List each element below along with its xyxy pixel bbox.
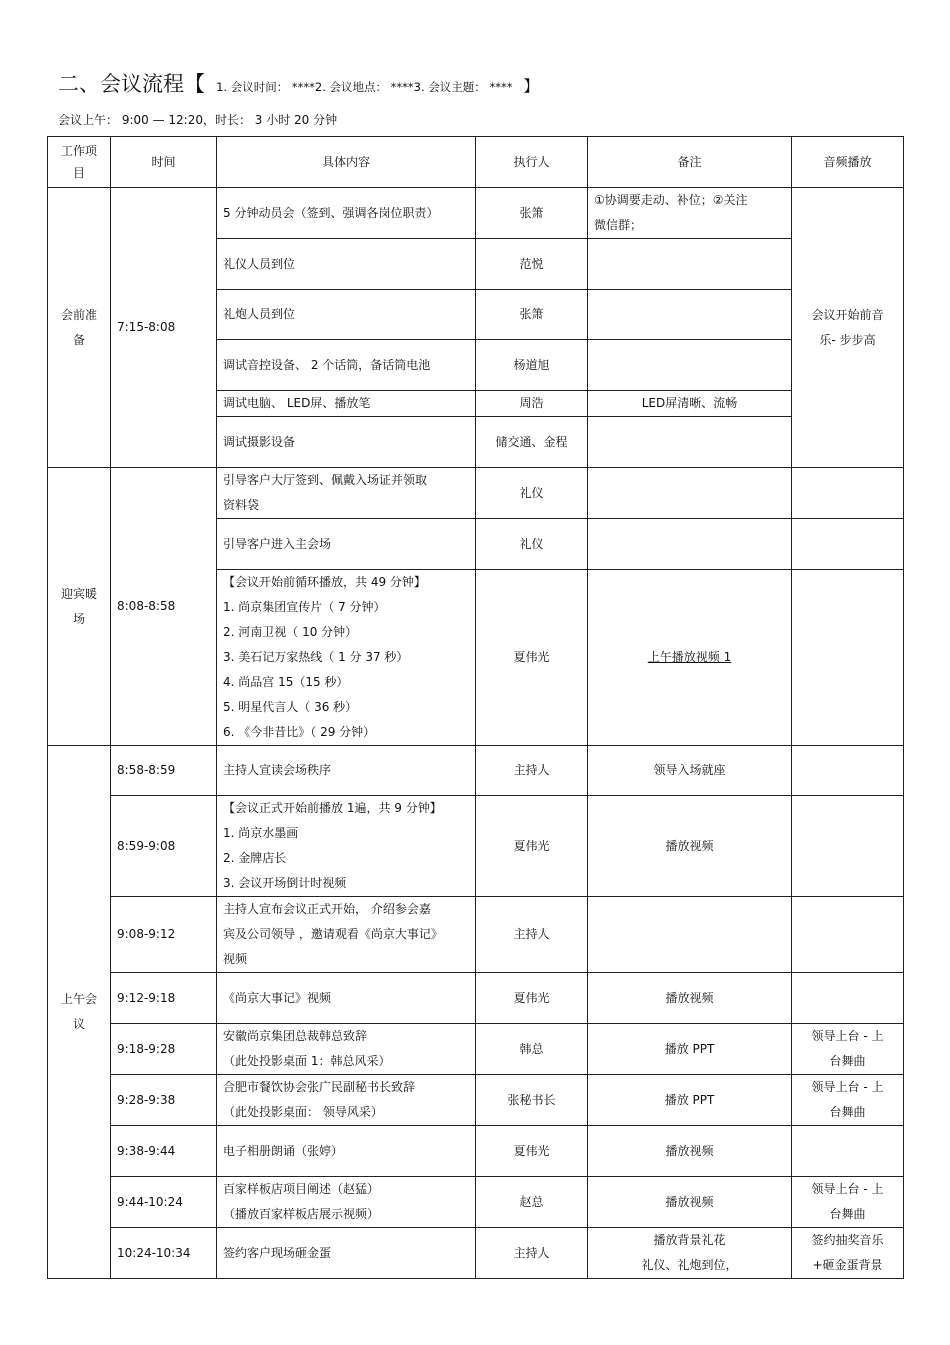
row-time: 9:28-9:38: [111, 1075, 217, 1126]
section-audio: 会议开始前音 乐- 步步高: [792, 188, 904, 468]
row-person: 夏伟光: [476, 570, 588, 746]
page-title: [58, 68, 539, 98]
row-note: [588, 340, 792, 391]
row-content: 礼仪人员到位: [217, 239, 476, 290]
row-person: 周浩: [476, 391, 588, 417]
row-audio: [792, 746, 904, 796]
row-person: 礼仪: [476, 519, 588, 570]
row-content: 【会议开始前循环播放，共 49 分钟】 1. 尚京集团宣传片（ 7 分钟） 2. 河南卫视（ 10 分钟） 3. 美石记万家热线（ 1 分 37 秒） 4. 尚品宫 15（15 秒） 5. 明星代言人（ 36 秒） 6. 《今非昔比》（ 29 分钟）: [217, 570, 476, 746]
header-content: 具体内容: [217, 137, 476, 188]
row-time: 8:58-8:59: [111, 746, 217, 796]
row-note: 播放视频: [588, 1126, 792, 1177]
row-note: [588, 417, 792, 468]
row-person: 主持人: [476, 897, 588, 973]
section-time: 7:15-8:08: [111, 188, 217, 468]
table-row: [48, 746, 904, 796]
section-name: 会前准 备: [48, 188, 111, 468]
table-row: [48, 897, 904, 973]
row-content: 安徽尚京集团总裁韩总致辞 （此处投影桌面 1：韩总风采）: [217, 1024, 476, 1075]
row-person: 储交通、金程: [476, 417, 588, 468]
row-audio: 领导上台 - 上 台舞曲: [792, 1177, 904, 1228]
row-note: LED屏清晰、流畅: [588, 391, 792, 417]
title-close: 】: [523, 77, 539, 95]
row-content: 百家样板店项目阐述（赵猛） （播放百家样板店展示视频）: [217, 1177, 476, 1228]
table-row: [48, 188, 904, 239]
row-content: 礼炮人员到位: [217, 290, 476, 340]
row-content: 5 分钟动员会（签到、强调各岗位职责）: [217, 188, 476, 239]
table-row: [48, 468, 904, 519]
row-audio: [792, 1126, 904, 1177]
row-note: ①协调要走动、补位；②关注 微信群；: [588, 188, 792, 239]
row-time: 9:08-9:12: [111, 897, 217, 973]
row-person: 礼仪: [476, 468, 588, 519]
row-audio: [792, 468, 904, 519]
title-main: 二、会议流程【: [58, 72, 205, 96]
row-audio: [792, 973, 904, 1024]
row-person: 主持人: [476, 746, 588, 796]
row-content: 《尚京大事记》视频: [217, 973, 476, 1024]
table-row: [48, 1075, 904, 1126]
row-audio: [792, 796, 904, 897]
row-time: 9:18-9:28: [111, 1024, 217, 1075]
row-content: 引导客户大厅签到、佩戴入场证并领取 资料袋: [217, 468, 476, 519]
row-audio: 领导上台 - 上 台舞曲: [792, 1075, 904, 1126]
row-content: 电子相册朗诵（张婷）: [217, 1126, 476, 1177]
row-content: 签约客户现场砸金蛋: [217, 1228, 476, 1279]
row-content: 调试电脑、 LED屏、播放笔: [217, 391, 476, 417]
title-details: 1. 会议时间： ****2. 会议地点： ****3. 会议主题： ****: [216, 80, 513, 94]
row-note: [588, 468, 792, 519]
row-note: 领导入场就座: [588, 746, 792, 796]
header-note: 备注: [588, 137, 792, 188]
row-content: 合肥市餐饮协会张广民副秘书长致辞 （此处投影桌面： 领导风采）: [217, 1075, 476, 1126]
row-person: 张箫: [476, 290, 588, 340]
row-note: 播放视频: [588, 796, 792, 897]
row-person: 夏伟光: [476, 973, 588, 1024]
row-person: 主持人: [476, 1228, 588, 1279]
row-content: 【会议正式开始前播放 1遍，共 9 分钟】 1. 尚京水墨画 2. 金牌店长 3. 会议开场倒计时视频: [217, 796, 476, 897]
row-content: 引导客户进入主会场: [217, 519, 476, 570]
table-row: [48, 1228, 904, 1279]
row-person: 韩总: [476, 1024, 588, 1075]
agenda-table: [47, 136, 904, 1279]
table-row: [48, 1126, 904, 1177]
row-content: 主持人宣读会场秩序: [217, 746, 476, 796]
row-audio: 领导上台 - 上 台舞曲: [792, 1024, 904, 1075]
row-time: 8:59-9:08: [111, 796, 217, 897]
row-time: 10:24-10:34: [111, 1228, 217, 1279]
section-name: 上午会 议: [48, 746, 111, 1279]
table-header-row: [48, 137, 904, 188]
row-note: 播放视频: [588, 973, 792, 1024]
row-note: [588, 519, 792, 570]
table-row: [48, 1177, 904, 1228]
row-time: 9:12-9:18: [111, 973, 217, 1024]
row-content: 调试摄影设备: [217, 417, 476, 468]
row-note-text: 上午播放视频 1: [647, 650, 732, 664]
row-note: 播放背景礼花 礼仪、礼炮到位，: [588, 1228, 792, 1279]
row-note: [588, 570, 792, 746]
row-person: 杨道旭: [476, 340, 588, 391]
row-audio: [792, 519, 904, 570]
row-person: 夏伟光: [476, 1126, 588, 1177]
row-note: [588, 239, 792, 290]
row-note: 播放视频: [588, 1177, 792, 1228]
row-audio: [792, 570, 904, 746]
row-person: 张箫: [476, 188, 588, 239]
header-person: 执行人: [476, 137, 588, 188]
row-time: 9:44-10:24: [111, 1177, 217, 1228]
row-time: 9:38-9:44: [111, 1126, 217, 1177]
row-content: 调试音控设备、 2 个话筒，备话筒电池: [217, 340, 476, 391]
header-category: 工作项 目: [48, 137, 111, 188]
row-person: 张秘书长: [476, 1075, 588, 1126]
header-time: 时间: [111, 137, 217, 188]
schedule-summary: 会议上午： 9:00 — 12:20，时长： 3 小时 20 分钟: [58, 113, 338, 127]
table-row: [48, 973, 904, 1024]
row-note: [588, 290, 792, 340]
section-name: 迎宾暖 场: [48, 468, 111, 746]
row-audio: 签约抽奖音乐 +砸金蛋背景: [792, 1228, 904, 1279]
header-audio: 音频播放: [792, 137, 904, 188]
section-time: 8:08-8:58: [111, 468, 217, 746]
row-person: 赵总: [476, 1177, 588, 1228]
row-person: 范悦: [476, 239, 588, 290]
row-note: 播放 PPT: [588, 1075, 792, 1126]
row-note: 播放 PPT: [588, 1024, 792, 1075]
table-row: [48, 796, 904, 897]
row-person: 夏伟光: [476, 796, 588, 897]
row-note: [588, 897, 792, 973]
table-row: [48, 1024, 904, 1075]
row-content: 主持人宣布会议正式开始， 介绍参会嘉 宾及公司领导 ，邀请观看《尚京大事记》 视频: [217, 897, 476, 973]
row-audio: [792, 897, 904, 973]
